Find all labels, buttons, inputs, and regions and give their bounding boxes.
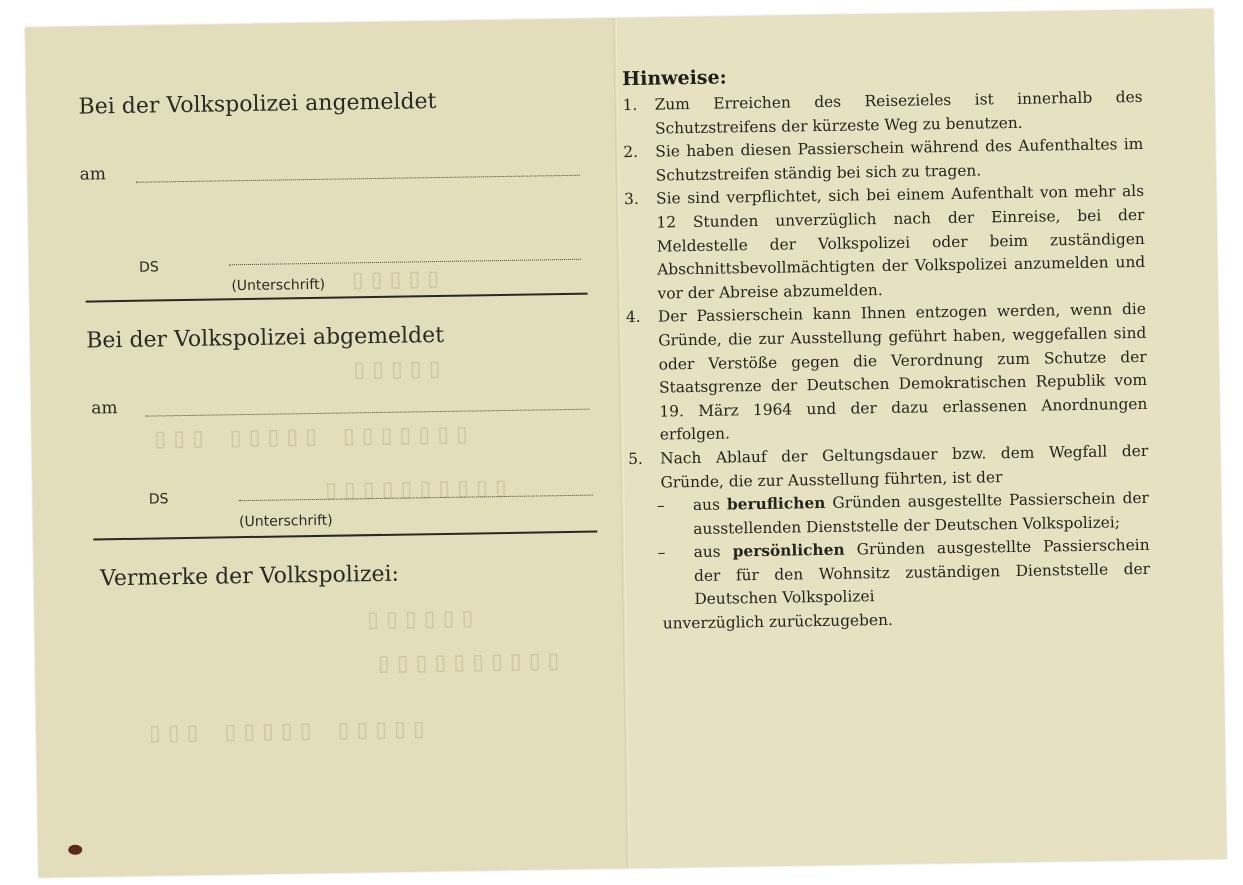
passierschein-document — [25, 9, 1226, 878]
show-through-stamp: ▯▯▯ ▯▯▯▯▯ ▯▯▯▯▯ — [146, 711, 430, 749]
registered-date-line[interactable] — [136, 175, 580, 183]
show-through-stamp: ▯▯▯▯▯ — [350, 350, 446, 386]
show-through-stamp: ▯▯▯▯▯▯▯▯▯▯ — [375, 643, 565, 680]
section-divider — [86, 293, 588, 303]
show-through-stamp: ▯▯▯ ▯▯▯▯▯ ▯▯▯▯▯▯▯ — [151, 416, 473, 455]
show-through-stamp: ▯▯▯▯▯▯ — [364, 600, 479, 636]
remarks-heading: Vermerke der Volkspolizei: — [99, 561, 400, 592]
registered-date-label: am — [79, 164, 107, 185]
note-item: 3. Sie sind verpflichtet, sich bei einem Aufenthalt von mehr als 12 Stunden unverzüglich nach der Einreise, bei der Meldestelle der Volkspolizei oder beim zuständigen Abschnittsbevollmächtigten der Volkspolizei anzumelden und vor der Abreise abzumelden. — [623, 182, 1146, 303]
note-sub-item: – aus persönlichen Gründen ausgestellte Passierschein der für den Wohnsitz zuständigen Dienststelle der Deutschen Volkspolizei — [657, 536, 1151, 609]
left-page — [25, 18, 628, 877]
ink-stain — [68, 845, 82, 855]
deregistered-date-line[interactable] — [145, 409, 589, 417]
show-through-stamp: ▯▯▯▯▯▯▯▯▯▯ — [322, 469, 512, 506]
deregistered-heading: Bei der Volkspolizei abgemeldet — [86, 322, 445, 354]
section-divider — [93, 531, 597, 541]
right-page — [617, 9, 1226, 868]
note-item: 4. Der Passierschein kann Ihnen entzogen werden, wenn die Gründe, die zur Ausstellung geführt haben, weggefallen sind oder Verstöße gegen die Verordnung zum Schutze der Staatsgrenze der Deutschen Demokratischen Republik vom 19. März 1964 und der dazu erlassenen Anordnungen erfolgen. — [625, 300, 1148, 444]
note-item: 1. Zum Erreichen des Reisezieles ist innerhalb des Schutzstreifens der kürzeste Weg zu benutzen. — [622, 87, 1143, 138]
registered-seal-label: DS — [138, 259, 159, 276]
notes-list — [622, 86, 1150, 637]
deregistered-signature-label: (Unterschrift) — [238, 512, 333, 531]
notes-title: Hinweise: — [622, 66, 727, 91]
notes-closing: unverzüglich zurückzugeben. — [662, 610, 893, 633]
show-through-stamp: ▯▯▯▯▯ — [349, 260, 444, 296]
note-sub-item: – aus beruflichen Gründen ausgestellte Passierschein der ausstellenden Dienststelle der Deutschen Volkspolizei; — [656, 488, 1149, 538]
note-item: 5. Nach Ablauf der Geltungsdauer bzw. dem Wegfall der Gründe, die zur Ausstellung führten, ist der – aus beruflichen Gründen ausgestellte Passierschein der ausstellenden Dienststelle der Deutschen Volkspolizei; – aus persönlichen Gründen ausgestellte Passierschein der für den Wohnsitz zuständigen Dienststelle der Deutschen Volkspolizei unverzüglich zurückzugeben. — [628, 440, 1151, 637]
registered-signature-label: (Unterschrift) — [231, 276, 326, 295]
registered-heading: Bei der Volkspolizei angemeldet — [78, 89, 437, 120]
deregistered-date-label: am — [91, 398, 118, 419]
note-item: 2. Sie haben diesen Passierschein während des Aufenthaltes im Schutzstreifen ständig bei sich zu tragen. — [623, 135, 1144, 185]
deregistered-seal-label: DS — [148, 491, 169, 508]
